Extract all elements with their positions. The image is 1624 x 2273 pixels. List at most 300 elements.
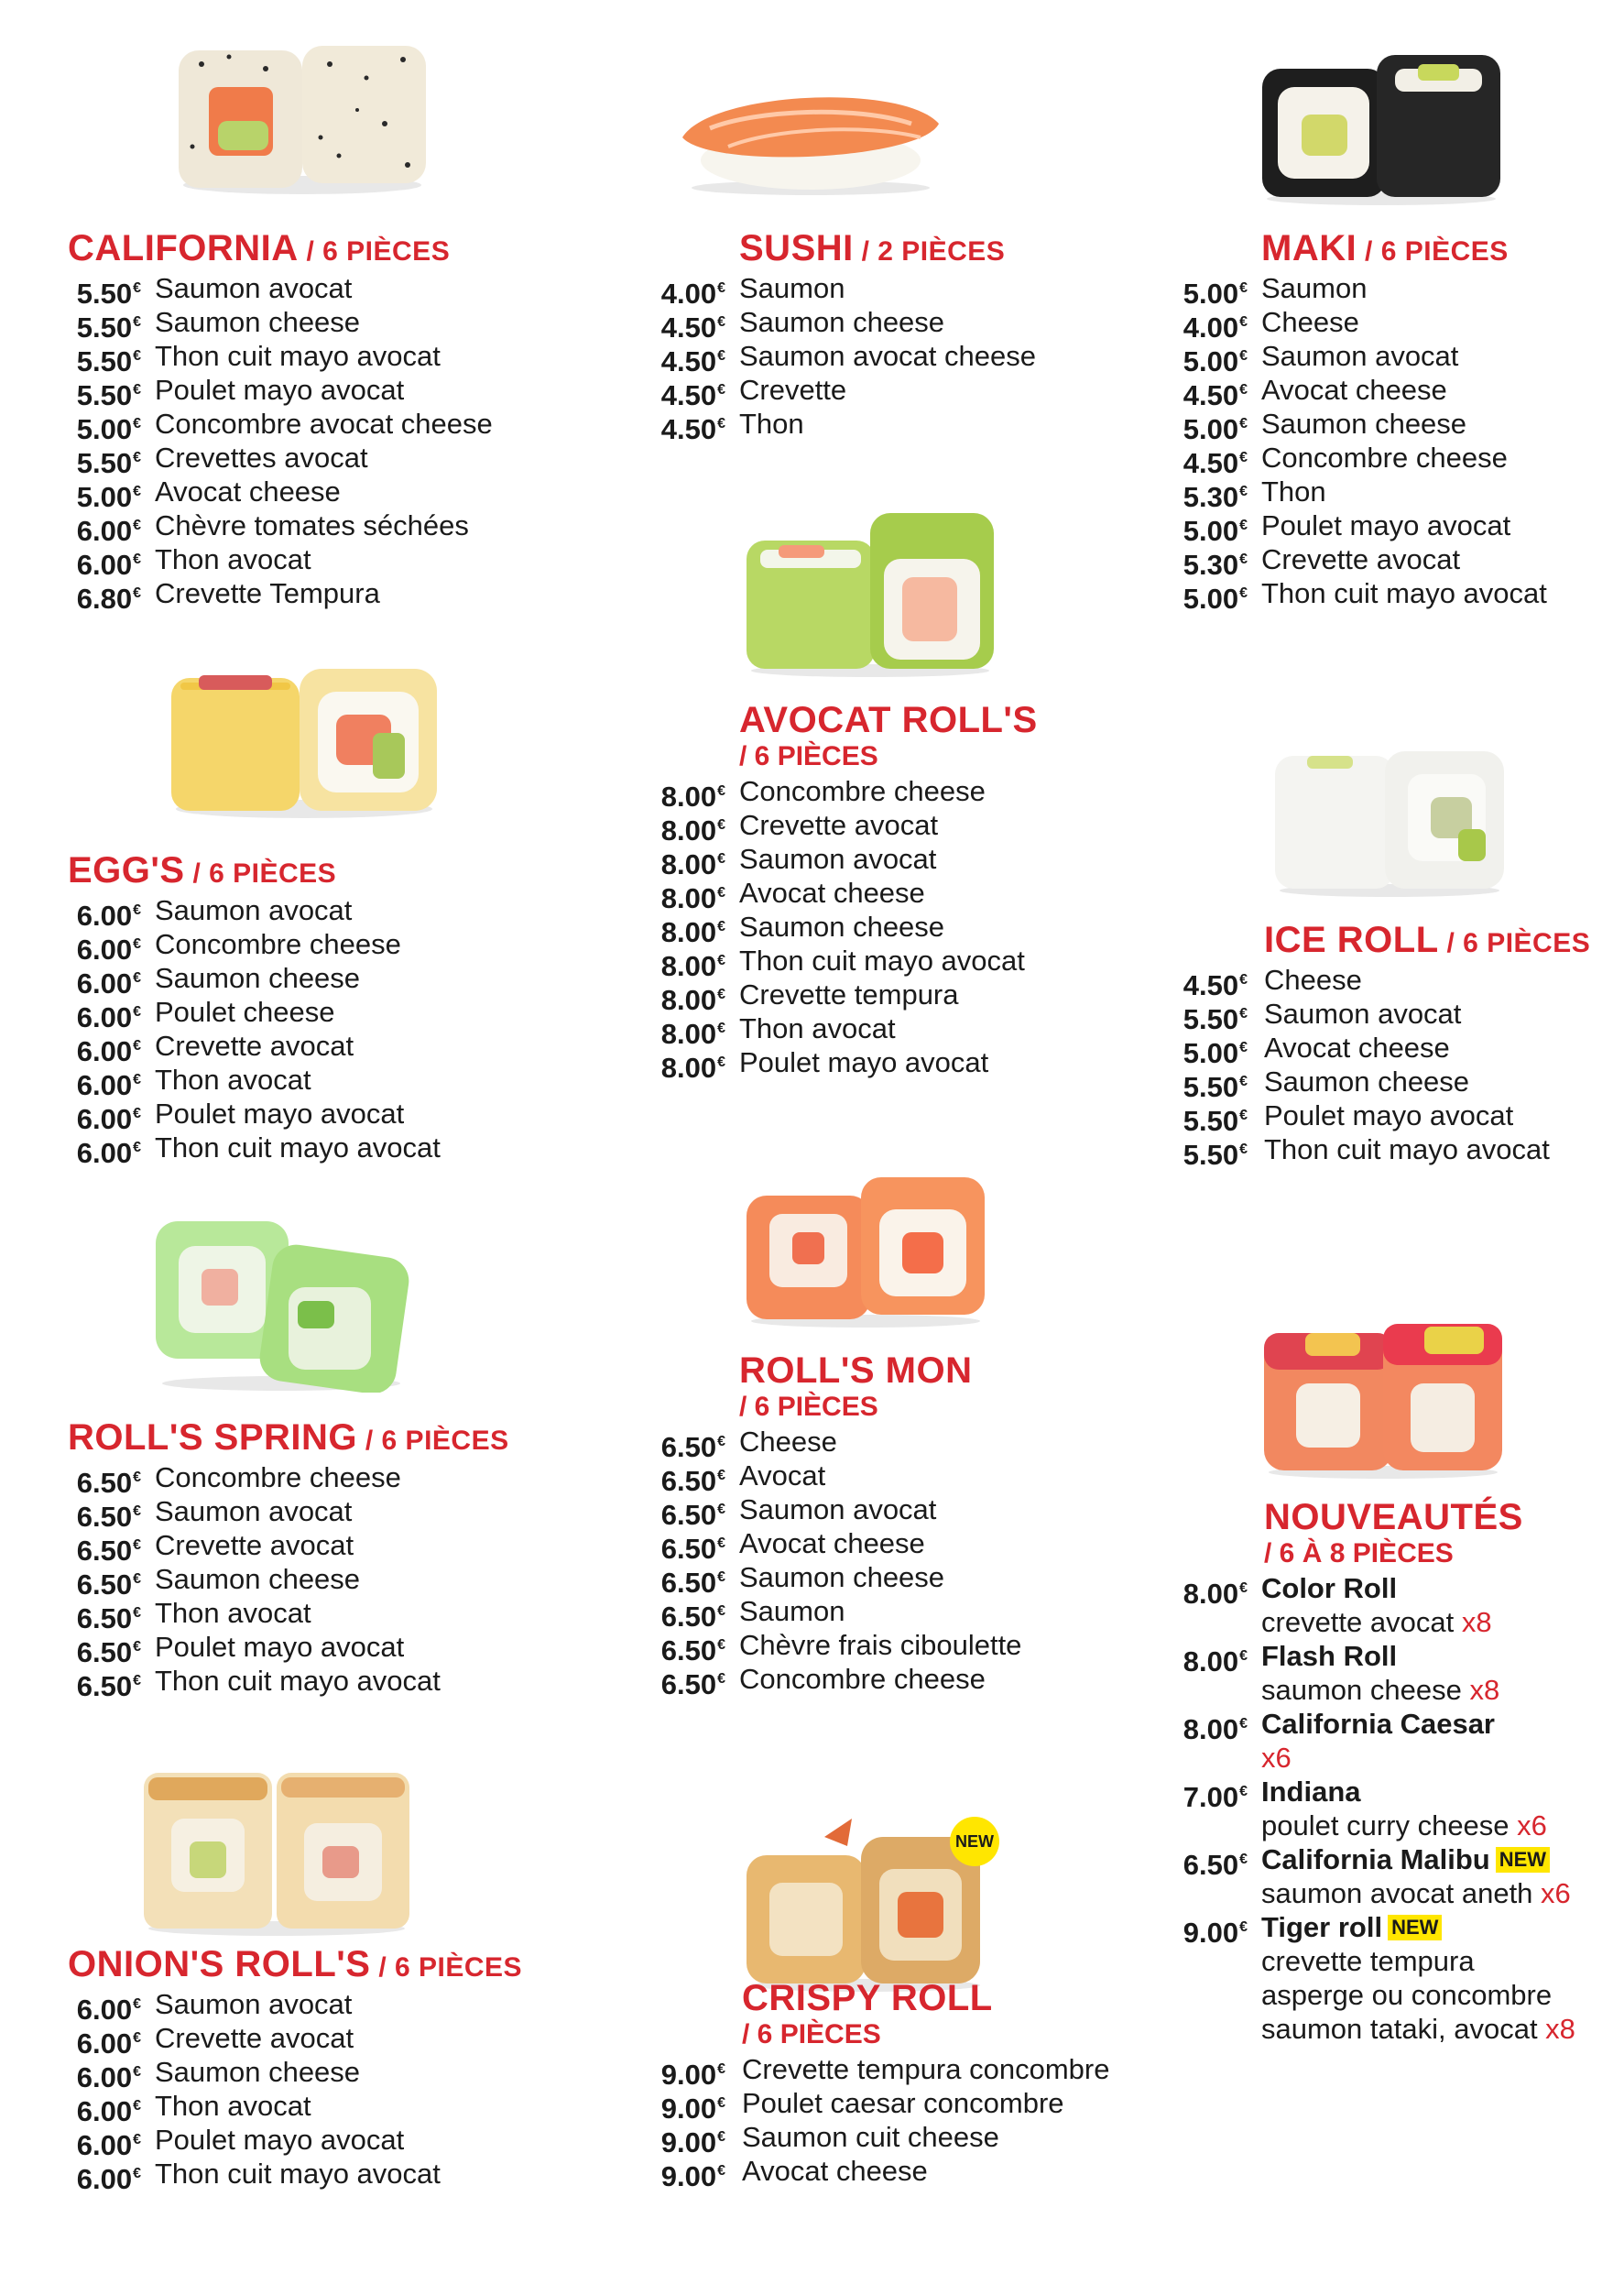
description-text: crevette avocat [1261, 1606, 1462, 1638]
item-name: Crevette tempura [739, 978, 959, 1011]
item-name: Crevette avocat [155, 2022, 354, 2054]
item-name: Poulet caesar concombre [742, 2087, 1064, 2119]
item-name: Saumon avocat [739, 843, 937, 875]
item-price: 8.00€ [660, 1018, 725, 1050]
euro-sign: € [717, 416, 725, 432]
euro-sign: € [133, 1004, 141, 1020]
item-price: 8.00€ [1183, 1578, 1248, 1610]
item-price: 6.00€ [76, 1069, 141, 1101]
menu-item [68, 373, 544, 411]
menu-item [68, 1664, 562, 1702]
menu-item [68, 475, 544, 513]
crispy-items [652, 2052, 1165, 2192]
item-name: Saumon cheese [739, 911, 945, 943]
section-title: CALIFORNIA / 6 PIÈCES [68, 228, 451, 268]
item-name: Crevettes avocat [155, 442, 368, 474]
section-title: ROLL'S SPRING / 6 PIÈCES [68, 1417, 509, 1458]
section-title: SUSHI / 2 PIÈCES [739, 228, 1006, 268]
euro-sign: € [717, 1637, 725, 1653]
euro-sign: € [1239, 450, 1248, 465]
euro-sign: € [133, 518, 141, 533]
section-title: CRISPY ROLL [742, 1978, 993, 2018]
item-name: Thon avocat [155, 543, 311, 575]
euro-sign: € [1239, 1142, 1248, 1157]
item-price: 5.50€ [76, 278, 141, 310]
item-name: Saumon cheese [1264, 1065, 1470, 1098]
euro-sign: € [133, 970, 141, 986]
euro-sign: € [133, 1503, 141, 1519]
item-price: 8.00€ [660, 882, 725, 914]
menu-item [1174, 407, 1614, 445]
item-name: Saumon cheese [1261, 408, 1467, 440]
euro-sign: € [717, 919, 725, 934]
menu-item [1174, 1098, 1614, 1137]
euro-sign: € [717, 1502, 725, 1517]
menu-item [1174, 542, 1614, 581]
item-price: 6.50€ [76, 1670, 141, 1702]
item-name: Poulet mayo avocat [1261, 509, 1511, 541]
eggs-roll-photo [167, 664, 441, 820]
section-title: ICE ROLL / 6 PIÈCES [1264, 920, 1591, 960]
euro-sign: € [133, 2166, 141, 2181]
euro-sign: € [133, 1996, 141, 2012]
item-price: 5.50€ [76, 345, 141, 377]
menu-item [68, 1460, 562, 1499]
item-price: 9.00€ [1183, 1917, 1248, 1949]
euro-sign: € [717, 1569, 725, 1585]
item-name: Avocat cheese [739, 877, 925, 909]
euro-sign: € [1239, 1108, 1248, 1123]
item-name: Crevette avocat [155, 1529, 354, 1561]
euro-sign: € [133, 1537, 141, 1553]
item-price: 8.00€ [1183, 1645, 1248, 1677]
item-price: 8.00€ [1183, 1713, 1248, 1745]
menu-item [68, 961, 544, 1000]
avocat-roll-photo [742, 504, 998, 678]
piece-count: x8 [1469, 1674, 1500, 1706]
menu-item [1174, 475, 1614, 513]
euro-sign: € [133, 1140, 141, 1155]
item-name: Poulet cheese [155, 996, 335, 1028]
item-price: 5.00€ [1183, 345, 1248, 377]
item-price: 8.00€ [660, 1052, 725, 1084]
section-pieces: / 6 À 8 PIÈCES [1264, 1538, 1454, 1568]
item-price: 4.50€ [1183, 447, 1248, 479]
item-price: 5.00€ [1183, 413, 1248, 445]
menu-item [652, 271, 1128, 310]
sushi-section [652, 228, 1128, 445]
euro-sign: € [133, 1470, 141, 1485]
description-line [1261, 1809, 1614, 1842]
new-menu-item [1174, 1775, 1614, 1842]
euro-sign: € [133, 280, 141, 296]
item-name: Concombre avocat cheese [155, 408, 493, 440]
item-price: 5.00€ [76, 413, 141, 445]
item-name: Crevette [739, 374, 847, 406]
maki-photo [1258, 50, 1505, 206]
item-price: 4.50€ [660, 311, 725, 344]
euro-sign: € [717, 817, 725, 833]
item-price: 6.50€ [76, 1535, 141, 1567]
menu-item [652, 2120, 1165, 2158]
item-name: Thon cuit mayo avocat [1261, 577, 1547, 609]
item-name: Chèvre frais ciboulette [739, 1629, 1022, 1661]
item-price: 6.50€ [660, 1668, 725, 1700]
menu-item [68, 1630, 562, 1668]
section-pieces: / 6 PIÈCES [739, 1392, 878, 1422]
item-price: 6.00€ [76, 2163, 141, 2195]
ice-roll-items [1174, 963, 1614, 1171]
new-badge: NEW [1496, 1847, 1550, 1873]
euro-sign: € [1239, 484, 1248, 499]
menu-item [68, 2123, 581, 2161]
item-price: 5.00€ [76, 481, 141, 513]
item-price: 5.50€ [76, 311, 141, 344]
item-name: Poulet mayo avocat [155, 2124, 405, 2156]
euro-sign: € [717, 1535, 725, 1551]
item-name: Crevette avocat [739, 809, 939, 841]
euro-sign: € [717, 851, 725, 867]
item-price: 4.50€ [660, 413, 725, 445]
item-name: Avocat [739, 1459, 826, 1492]
item-price: 5.50€ [1183, 1139, 1248, 1171]
euro-sign: € [133, 1639, 141, 1655]
euro-sign: € [1239, 1006, 1248, 1022]
euro-sign: € [133, 2064, 141, 2080]
euro-sign: € [1239, 382, 1248, 398]
menu-item [652, 407, 1128, 445]
euro-sign: € [717, 382, 725, 398]
item-name: Crevette avocat [1261, 543, 1461, 575]
menu-item [652, 2052, 1165, 2091]
new-menu-item [1174, 1639, 1614, 1707]
description-line [1261, 2012, 1614, 2046]
menu-item [652, 305, 1128, 344]
item-price: 4.00€ [1183, 311, 1248, 344]
description-line [1261, 1673, 1614, 1707]
section-pieces: / 6 PIÈCES [739, 741, 878, 771]
description-text: poulet curry cheese [1261, 1809, 1518, 1841]
item-name: Concombre cheese [1261, 442, 1508, 474]
item-name: Saumon avocat cheese [739, 340, 1036, 372]
section-pieces: / 6 PIÈCES [742, 2019, 881, 2049]
item-name: Poulet mayo avocat [739, 1046, 989, 1078]
menu-item [652, 1526, 1147, 1565]
item-price: 4.50€ [660, 379, 725, 411]
item-price: 6.50€ [660, 1567, 725, 1599]
section-title: ONION'S ROLL'S / 6 PIÈCES [68, 1944, 523, 1984]
eggs-items [68, 893, 544, 1169]
item-name: California Caesar [1261, 1708, 1495, 1740]
euro-sign: € [717, 1671, 725, 1687]
menu-item [652, 1560, 1147, 1599]
rolls-mon-items [652, 1425, 1147, 1700]
euro-sign: € [717, 2129, 725, 2145]
crispy-section [652, 1978, 1165, 2192]
item-price: 6.50€ [76, 1568, 141, 1601]
euro-sign: € [133, 585, 141, 601]
item-name: Saumon cheese [739, 1561, 945, 1593]
item-name: Thon avocat [155, 1597, 311, 1629]
new-menu-item [1174, 1910, 1614, 2046]
item-name: Concombre cheese [739, 1663, 986, 1695]
item-price: 6.50€ [660, 1533, 725, 1565]
item-name: Saumon cheese [155, 306, 361, 338]
item-name: Thon cuit mayo avocat [1264, 1133, 1550, 1165]
menu-item [68, 2089, 581, 2127]
euro-sign: € [1239, 416, 1248, 432]
menu-item [68, 1097, 544, 1135]
item-name: California Malibu NEW [1261, 1842, 1550, 1876]
spring-items [68, 1460, 562, 1702]
description-text: saumon tataki, avocat [1261, 2013, 1546, 2045]
item-name: Thon cuit mayo avocat [155, 1131, 441, 1164]
item-price: 8.00€ [660, 814, 725, 847]
menu-item [1174, 339, 1614, 377]
euro-sign: € [133, 2098, 141, 2114]
menu-item [1174, 1132, 1614, 1171]
menu-item [1174, 963, 1614, 1001]
item-name: Poulet mayo avocat [1264, 1099, 1514, 1131]
item-name: Avocat cheese [1261, 374, 1447, 406]
menu-item [68, 1131, 544, 1169]
piece-count: x8 [1461, 1606, 1492, 1638]
euro-sign: € [133, 902, 141, 918]
piece-count: x6 [1517, 1809, 1547, 1841]
menu-item [68, 407, 544, 445]
euro-sign: € [1239, 314, 1248, 330]
item-name: Thon cuit mayo avocat [155, 340, 441, 372]
euro-sign: € [717, 348, 725, 364]
item-name: Saumon cuit cheese [742, 2121, 999, 2153]
item-price: 8.00€ [660, 916, 725, 948]
item-price: 5.50€ [1183, 1071, 1248, 1103]
euro-sign: € [717, 987, 725, 1002]
menu-item [652, 1492, 1147, 1531]
item-price: 5.00€ [1183, 583, 1248, 615]
item-name: Saumon cheese [155, 1563, 361, 1595]
item-price: 5.50€ [1183, 1003, 1248, 1035]
menu-item [652, 842, 1147, 880]
description-line: asperge ou concombre [1261, 1979, 1553, 2011]
item-name: Thon cuit mayo avocat [155, 1665, 441, 1697]
sushi-photo [673, 73, 948, 197]
onion-roll-photo [139, 1768, 414, 1938]
euro-sign: € [1239, 518, 1248, 533]
item-name: Saumon avocat [739, 1493, 937, 1525]
euro-sign: € [717, 2061, 725, 2077]
new-badge: NEW [1388, 1915, 1442, 1940]
euro-sign: € [133, 552, 141, 567]
description-text: saumon cheese [1261, 1674, 1470, 1706]
item-price: 6.00€ [76, 1035, 141, 1067]
rolls-mon-photo [742, 1173, 989, 1328]
item-price: 6.00€ [76, 2027, 141, 2060]
menu-item [652, 1425, 1147, 1463]
california-items [68, 271, 544, 615]
item-price: 6.00€ [76, 515, 141, 547]
item-price: 6.00€ [76, 1994, 141, 2026]
euro-sign: € [717, 783, 725, 799]
euro-sign: € [133, 382, 141, 398]
item-price: 6.50€ [76, 1467, 141, 1499]
item-name: Cheese [1261, 306, 1359, 338]
item-name: Saumon avocat [1264, 998, 1462, 1030]
item-price: 6.00€ [76, 549, 141, 581]
item-price: 6.00€ [76, 2061, 141, 2093]
menu-item [68, 2055, 581, 2093]
menu-item [1174, 271, 1614, 310]
euro-sign: € [1239, 280, 1248, 296]
euro-sign: € [1239, 585, 1248, 601]
ice-roll-section [1174, 920, 1614, 1171]
menu-item [68, 995, 544, 1033]
item-price: 6.50€ [660, 1431, 725, 1463]
section-title: EGG'S / 6 PIÈCES [68, 850, 337, 891]
california-roll-photo [174, 37, 431, 197]
euro-sign: € [1239, 1074, 1248, 1089]
euro-sign: € [133, 450, 141, 465]
euro-sign: € [717, 953, 725, 968]
avocat-items [652, 774, 1147, 1084]
item-price: 5.30€ [1183, 481, 1248, 513]
menu-item [652, 2154, 1165, 2192]
menu-item [1174, 1065, 1614, 1103]
item-price: 6.50€ [660, 1601, 725, 1633]
menu-item [68, 576, 544, 615]
section-title: MAKI / 6 PIÈCES [1261, 228, 1509, 268]
item-name: Cheese [739, 1426, 837, 1458]
item-name: Flash Roll [1261, 1640, 1398, 1672]
maki-section [1174, 228, 1614, 615]
item-price: 6.00€ [76, 1001, 141, 1033]
item-name: Poulet mayo avocat [155, 1098, 405, 1130]
item-price: 9.00€ [660, 2059, 725, 2091]
menu-item [68, 927, 544, 966]
menu-item [652, 1011, 1147, 1050]
item-name: Poulet mayo avocat [155, 1631, 405, 1663]
item-price: 5.00€ [1183, 1037, 1248, 1069]
piece-count: x6 [1541, 1877, 1571, 1909]
item-price: 4.50€ [660, 345, 725, 377]
euro-sign: € [717, 2095, 725, 2111]
euro-sign: € [133, 2030, 141, 2046]
nouveautes-section [1174, 1498, 1614, 2046]
item-name: Saumon [739, 272, 845, 304]
description-line [1261, 1605, 1614, 1639]
piece-count: x6 [1261, 1742, 1292, 1774]
euro-sign: € [1239, 1852, 1248, 1867]
item-name: Saumon avocat [155, 1495, 353, 1527]
item-name: Saumon [739, 1595, 845, 1627]
item-price: 6.00€ [76, 967, 141, 1000]
item-price: 9.00€ [660, 2126, 725, 2158]
item-price: 6.50€ [660, 1499, 725, 1531]
menu-item [68, 893, 544, 932]
sushi-items [652, 271, 1128, 445]
avocat-section [652, 700, 1147, 1084]
euro-sign: € [133, 1673, 141, 1688]
description-line [1261, 1741, 1614, 1775]
euro-sign: € [1239, 1784, 1248, 1799]
description-text: saumon avocat aneth [1261, 1877, 1542, 1909]
item-price: 6.00€ [76, 1137, 141, 1169]
menu-item [652, 373, 1128, 411]
item-price: 7.00€ [1183, 1781, 1248, 1813]
euro-sign: € [1239, 348, 1248, 364]
menu-item [68, 1063, 544, 1101]
menu-item [652, 978, 1147, 1016]
item-price: 6.00€ [76, 2095, 141, 2127]
euro-sign: € [717, 1434, 725, 1449]
item-price: 6.50€ [76, 1636, 141, 1668]
new-menu-item [1174, 1707, 1614, 1775]
california-section [68, 228, 544, 615]
item-name: Saumon avocat [1261, 340, 1459, 372]
new-menu-item [1174, 1842, 1614, 1910]
item-price: 8.00€ [660, 781, 725, 813]
item-name: Thon avocat [155, 2090, 311, 2122]
item-name: Crevette Tempura [155, 577, 380, 609]
item-price: 9.00€ [660, 2160, 725, 2192]
ice-roll-photo [1270, 747, 1509, 898]
menu-item [652, 876, 1147, 914]
euro-sign: € [1239, 972, 1248, 988]
item-price: 6.50€ [76, 1602, 141, 1634]
euro-sign: € [1239, 552, 1248, 567]
item-name: Thon [1261, 475, 1326, 508]
nouveautes-items [1174, 1571, 1614, 2046]
menu-item [652, 944, 1147, 982]
item-price: 8.00€ [660, 848, 725, 880]
menu-item [68, 1596, 562, 1634]
menu-item [68, 441, 544, 479]
item-price: 6.50€ [1183, 1849, 1248, 1881]
menu-item [68, 542, 544, 581]
item-name: Poulet mayo avocat [155, 374, 405, 406]
item-price: 5.50€ [1183, 1105, 1248, 1137]
euro-sign: € [133, 1571, 141, 1587]
item-name: Thon cuit mayo avocat [155, 2158, 441, 2190]
menu-item [1174, 1031, 1614, 1069]
item-name: Saumon cheese [739, 306, 945, 338]
euro-sign: € [717, 1603, 725, 1619]
menu-item [652, 774, 1147, 813]
euro-sign: € [133, 314, 141, 330]
item-price: 5.50€ [76, 447, 141, 479]
section-title: ROLL'S MON [739, 1350, 973, 1391]
euro-sign: € [717, 1468, 725, 1483]
item-price: 6.50€ [76, 1501, 141, 1533]
item-price: 6.80€ [76, 583, 141, 615]
menu-item [652, 2086, 1165, 2125]
menu-item [68, 1562, 562, 1601]
nouveautes-photo [1259, 1319, 1507, 1480]
item-name: Tiger roll NEW [1261, 1910, 1442, 1944]
item-price: 6.50€ [660, 1465, 725, 1497]
menu-item [652, 1045, 1147, 1084]
item-price: 4.00€ [660, 278, 725, 310]
menu-item [68, 1987, 581, 2026]
item-name: Chèvre tomates séchées [155, 509, 469, 541]
item-name: Concombre cheese [155, 1461, 401, 1493]
item-price: 6.50€ [660, 1634, 725, 1667]
menu-item [652, 808, 1147, 847]
item-name: Crevette tempura concombre [742, 2053, 1110, 2085]
menu-item [1174, 508, 1614, 547]
euro-sign: € [717, 280, 725, 296]
euro-sign: € [1239, 1580, 1248, 1596]
